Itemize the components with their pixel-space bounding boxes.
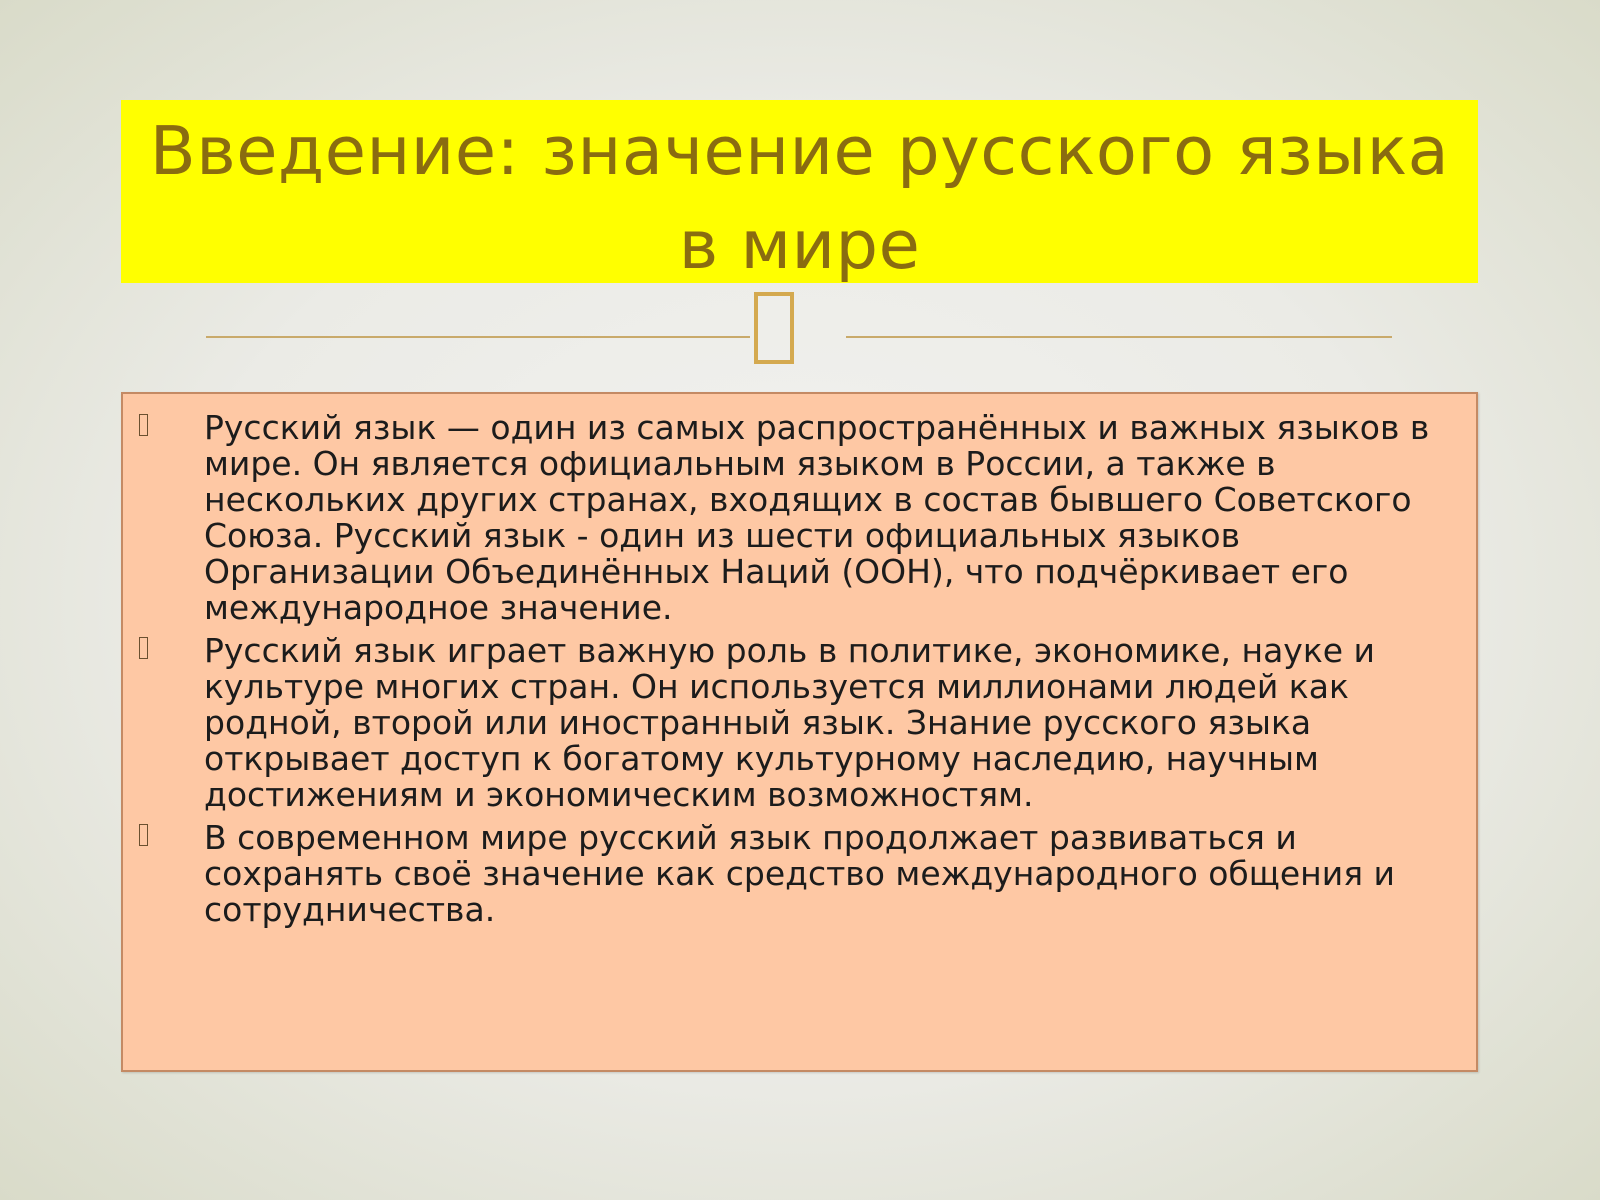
bullet-item bbox=[123, 633, 1476, 813]
bullet-item bbox=[123, 820, 1476, 928]
divider-ornament-icon bbox=[754, 292, 794, 364]
bullet-list bbox=[123, 410, 1476, 935]
bullet-marker-icon bbox=[139, 824, 148, 846]
bullet-item bbox=[123, 410, 1476, 626]
bullet-marker-icon bbox=[139, 414, 148, 436]
content-box bbox=[121, 392, 1478, 1072]
divider-line-left bbox=[206, 336, 750, 338]
divider-line-right bbox=[846, 336, 1392, 338]
bullet-text: В современном мире русский язык продолжает развиваться и сохранять своё значение как средство международного общения и сотрудничества. bbox=[204, 818, 1395, 929]
bullet-marker-icon bbox=[139, 637, 148, 659]
slide-title: Введение: значение русского языка в мире bbox=[149, 112, 1450, 284]
bullet-text: Русский язык играет важную роль в политике, экономике, науке и культуре многих стран. Он используется миллионами людей как родной, второй или иностранный язык. Знание русского языка открывает доступ к богатому культурному наследию, научным достижениям и экономическим возможностям. bbox=[204, 631, 1376, 814]
bullet-text: Русский язык — один из самых распространённых и важных языков в мире. Он является официальным языком в России, а также в нескольких других странах, входящих в состав бывшего Советского Союза. Русский язык - один из шести официальных языков Организации Объединённых Наций (ООН), что подчёркивает его международное значение. bbox=[204, 408, 1430, 627]
